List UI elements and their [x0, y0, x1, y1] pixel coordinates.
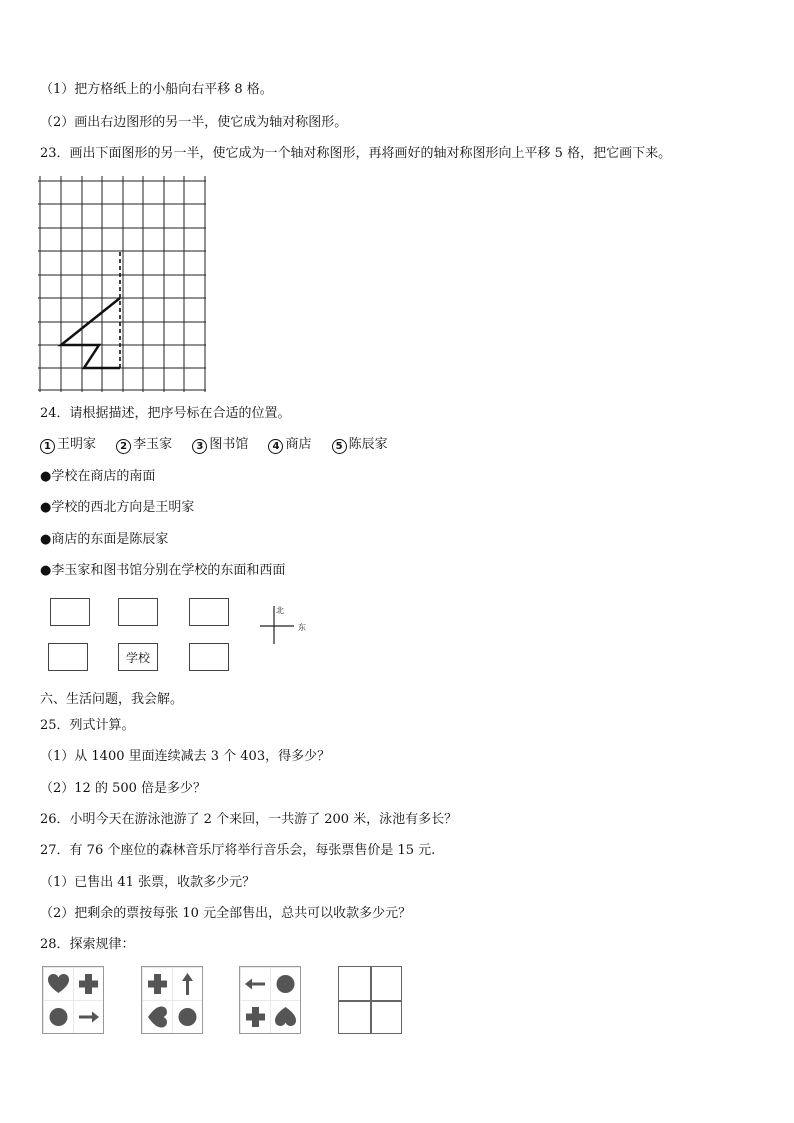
- clue-4: ●李玉家和图书馆分别在学校的东面和西面: [40, 563, 286, 578]
- circle-icon: [173, 1001, 202, 1033]
- map-box-top-middle[interactable]: [118, 598, 158, 626]
- question-26: 26．小明今天在游泳池游了 2 个来回，一共游了 200 米，泳池有多长？: [40, 812, 458, 827]
- compass: [258, 602, 314, 646]
- question-27-part-2: （2）把剩余的票按每张 10 元全部售出，总共可以收款多少元？: [40, 906, 412, 921]
- question-25: 25．列式计算。: [40, 718, 135, 733]
- question-23: 23．画出下面图形的另一半，使它成为一个轴对称图形，再将画好的轴对称图形向上平移 5 格，把它画下来。: [40, 146, 672, 161]
- plus-icon: [241, 1001, 270, 1033]
- option-liyu: 2 李玉家: [116, 437, 172, 454]
- map-box-bottom-left[interactable]: [48, 643, 88, 671]
- circle-icon: [271, 968, 300, 1000]
- pattern-card-2: [141, 966, 203, 1034]
- section-6-heading: 六、生活问题，我会解。: [40, 692, 184, 707]
- arrow-right-icon: [74, 1001, 103, 1033]
- north-label: 北: [276, 606, 284, 615]
- question-22-part-1: （1）把方格纸上的小船向右平移 8 格。: [40, 82, 273, 97]
- east-label: 东: [298, 623, 306, 632]
- grid-figure: [38, 176, 206, 392]
- half-figure: [61, 298, 120, 368]
- clue-1: ●学校在商店的南面: [40, 469, 156, 484]
- option-shop: 4 商店: [268, 437, 311, 454]
- question-25-part-2: （2）12 的 500 倍是多少？: [40, 781, 207, 796]
- question-27-part-1: （1）已售出 41 张票，收款多少元？: [40, 875, 256, 890]
- school-box: [118, 643, 158, 671]
- arrow-up-icon: [173, 968, 202, 1000]
- map-box-top-left[interactable]: [50, 598, 90, 626]
- clue-3: ●商店的东面是陈辰家: [40, 532, 169, 547]
- option-chenchen: 5 陈辰家: [332, 437, 388, 454]
- answer-grid-divider: [339, 1000, 401, 1002]
- option-wangming: 1 王明家: [40, 437, 96, 454]
- heart-icon: [44, 968, 73, 1000]
- circle-icon: [44, 1001, 73, 1033]
- question-27: 27．有 76 个座位的森林音乐厅将举行音乐会，每张票售价是 15 元.: [40, 843, 436, 858]
- school-label: 学校: [125, 650, 150, 665]
- clue-2: ●学校的西北方向是王明家: [40, 500, 195, 515]
- question-24: 24．请根据描述，把序号标在合适的位置。: [40, 406, 291, 421]
- plus-icon: [74, 968, 103, 1000]
- option-library: 3 图书馆: [192, 437, 248, 454]
- pattern-card-1: [42, 966, 104, 1034]
- arrow-left-icon: [241, 968, 270, 1000]
- heart-up-icon: [271, 1001, 300, 1033]
- heart-left-icon: [143, 1001, 172, 1033]
- plus-icon: [143, 968, 172, 1000]
- place-options: [40, 437, 404, 454]
- compass-icon: [258, 602, 314, 646]
- answer-grid[interactable]: [338, 966, 402, 1034]
- map-box-top-right[interactable]: [189, 598, 229, 626]
- question-22-part-2: （2）画出右边图形的另一半，使它成为轴对称图形。: [40, 115, 348, 130]
- question-28: 28．探索规律：: [40, 937, 135, 952]
- question-25-part-1: （1）从 1400 里面连续减去 3 个 403，得多少？: [40, 749, 331, 764]
- square-grid: [38, 176, 206, 392]
- pattern-card-3: [239, 966, 301, 1034]
- map-box-bottom-right[interactable]: [189, 643, 229, 671]
